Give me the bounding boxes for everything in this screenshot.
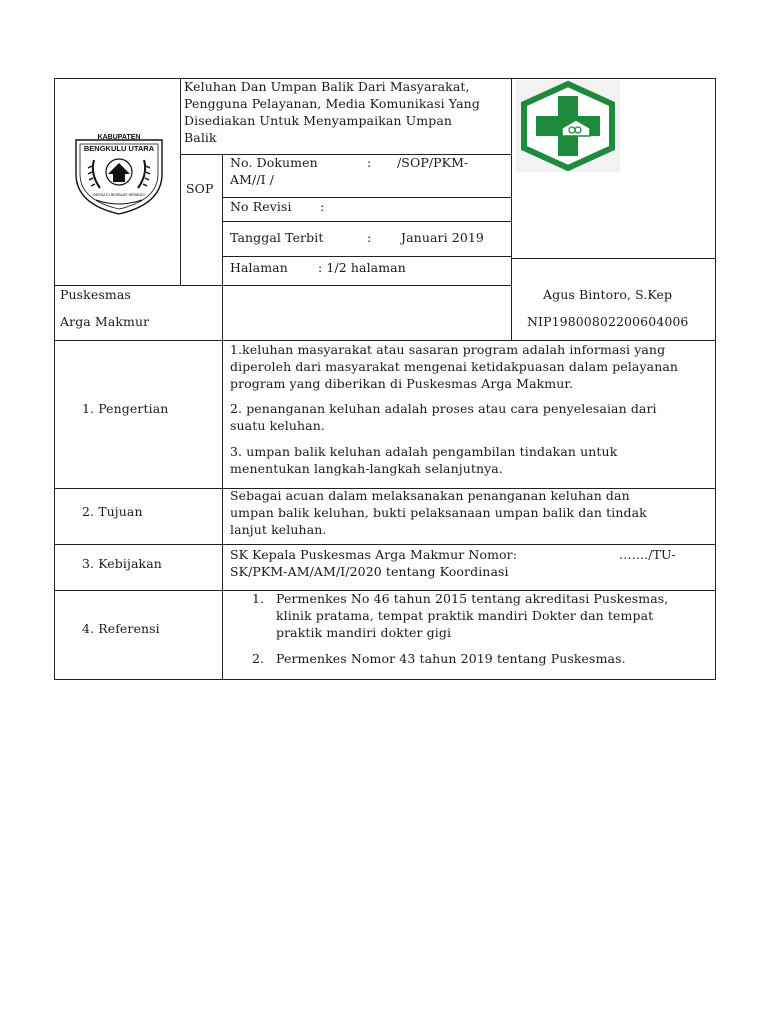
referensi-item-2-number: 2. <box>252 651 265 666</box>
pengertian-line: 2. penanganan keluhan adalah proses atau cara penyelesaian dari <box>230 401 657 416</box>
head-name: Agus Bintoro, S.Kep <box>543 287 673 302</box>
issue-date-label: Tanggal Terbit <box>230 230 324 245</box>
page-row-top-border <box>222 256 511 257</box>
puskesmas-name-line1: Puskesmas <box>60 287 131 302</box>
section-label-referensi: 4. Referensi <box>82 621 160 636</box>
right-logo-bottom-border <box>511 258 716 259</box>
pengertian-line: diperoleh dari masyarakat mengenai ketidakpuasan dalam pelayanan <box>230 359 679 374</box>
tujuan-line: umpan balik keluhan, bukti pelaksanaan umpan balik dan tindak <box>230 505 647 520</box>
emblem-text-kabupaten: KABUPATEN <box>97 134 141 141</box>
referensi-item-2 <box>276 650 626 667</box>
tujuan-text <box>230 487 647 538</box>
logo-column-divider <box>180 78 181 285</box>
pengertian-line: menentukan langkah-langkah selanjutnya. <box>230 461 503 476</box>
document-title <box>184 78 480 146</box>
referensi-line: praktik mandiri dokter gigi <box>276 625 452 640</box>
kebijakan-line2: SK/PKM-AM/AM/I/2020 tentang Koordinasi <box>230 564 509 579</box>
referensi-line: Permenkes No 46 tahun 2015 tentang akreditasi Puskesmas, <box>276 591 669 606</box>
section-label-tujuan: 2. Tujuan <box>82 504 143 519</box>
pengertian-paragraph-1 <box>230 341 678 392</box>
referensi-line: klinik pratama, tempat praktik mandiri Dokter dan tempat <box>276 608 654 623</box>
title-line: Keluhan Dan Umpan Balik Dari Masyarakat, <box>184 79 470 94</box>
page-value: : 1/2 halaman <box>318 260 406 275</box>
doc-no-label: No. Dokumen <box>230 155 318 170</box>
sop-column-divider <box>222 154 223 680</box>
table-left-border <box>54 78 55 680</box>
section-label-pengertian: 1. Pengertian <box>82 401 169 416</box>
puskesmas-logo <box>516 80 620 172</box>
kebijakan-line1-right: ……./TU- <box>619 547 676 562</box>
revision-colon: : <box>320 199 325 214</box>
pengertian-paragraph-2 <box>230 400 657 434</box>
doc-no-value: /SOP/PKM- <box>397 155 469 170</box>
kebijakan-line1-left: SK Kepala Puskesmas Arga Makmur Nomor: <box>230 547 518 562</box>
emblem-motto: BERSATU BERBUAT BERBUDI <box>93 193 145 197</box>
referensi-line: Permenkes Nomor 43 tahun 2019 tentang Puskesmas. <box>276 651 626 666</box>
revision-label: No Revisi <box>230 199 292 214</box>
date-row-top-border <box>222 221 511 222</box>
title-line: Disediakan Untuk Menyampaikan Umpan <box>184 113 453 128</box>
pengertian-line: suatu keluhan. <box>230 418 325 433</box>
tujuan-line: lanjut keluhan. <box>230 522 327 537</box>
title-line: Pengguna Pelayanan, Media Komunikasi Yang <box>184 96 480 111</box>
issue-date-colon: : <box>367 230 372 245</box>
emblem-text-bengkulu-utara: BENGKULU UTARA <box>83 144 155 153</box>
section-label-kebijakan: 3. Kebijakan <box>82 556 162 571</box>
head-nip: NIP19800802200604006 <box>527 314 689 329</box>
title-line: Balik <box>184 130 217 145</box>
tujuan-line: Sebagai acuan dalam melaksanakan penanganan keluhan dan <box>230 488 630 503</box>
pengertian-line: 3. umpan balik keluhan adalah pengambilan tindakan untuk <box>230 444 618 459</box>
doc-no-colon: : <box>367 155 372 170</box>
pengertian-line: 1.keluhan masyarakat atau sasaran program adalah informasi yang <box>230 342 666 357</box>
page-label: Halaman <box>230 260 288 275</box>
kebijakan-row-top-border <box>54 544 716 545</box>
puskesmas-name-line2: Arga Makmur <box>60 314 150 329</box>
pengertian-line: program yang diberikan di Puskesmas Arga Makmur. <box>230 376 574 391</box>
meta-right-divider <box>511 78 512 341</box>
doc-no-value-line2: AM//I / <box>230 172 275 187</box>
pengertian-paragraph-3 <box>230 443 617 477</box>
sop-label: SOP <box>186 181 214 196</box>
referensi-item-1-number: 1. <box>252 591 265 606</box>
table-bottom-border <box>54 679 716 680</box>
issue-date-value: Januari 2019 <box>401 230 484 245</box>
referensi-item-1 <box>276 590 668 641</box>
table-right-border <box>715 78 716 680</box>
bengkulu-utara-emblem <box>72 130 166 216</box>
